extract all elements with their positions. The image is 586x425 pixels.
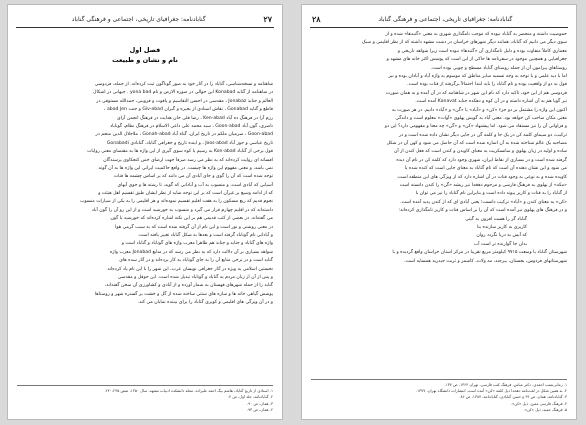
text-line: واژه های گناباد و جنابد و جنابذ هم ظاهراً معرب واژه های گوناباد و گناباد است و [121, 241, 273, 247]
right-page [301, 4, 577, 420]
left-footnotes [17, 385, 273, 413]
text-line: «کن» به معنای کندن و «آباد» ترکیب دانست؛ یعنی آبادی ای که از کندن پدید آمده است. [400, 199, 567, 205]
text-line: ناصری، گون آباد Goon-abad ، سید محمد علی داعی الاسلام در فرهنگ نظام، گوناباد [110, 123, 273, 129]
right-running-head: گنابادنامه: جغرافیای تاریخی، اجتماعی و فرهنگی گناباد [378, 15, 513, 23]
left-page-body [17, 31, 273, 415]
text-line: در شاهنامه از گنابد Konabad این حوالی در صوره الارض و نام yona bad . جیهانی در اشکال [93, 90, 273, 96]
footnote-line: ۲. به همین شکل در لغت‌نامه دهخدا ذیل کلمه «کن» آمده است. انتشارات دانشگاه تهران، ۱۳۷۷. [415, 388, 567, 394]
text-line: اکنون این واژه را مشتمل بر دو جزء «کن» و «آباد» یا «گن» و «آباد» دانیم. در هر صورت به [392, 107, 567, 113]
text-line: حموصیت داشته و منحصر به گناباد نبوده که موجب نامگذاری شهری به معنی «گنبدها» شده و از [385, 32, 567, 37]
footnote-line: ۵. فرهنگ عمید، ذیل «کن». [523, 406, 567, 412]
text-line: و پس از آن از زبان مردم به گناباد و گوناباد تبدیل شده است. ابن حوقل و مقدسی [117, 274, 273, 280]
text-line: در معنی روشنی و نور است و این نام از آن گرفته شده است که به سبب گرمی هوا [115, 224, 273, 230]
text-line: می گفته‌اند. در بعضی از کتب قدیمی هم بر این نکته اشاره کرده‌اند که خورشید یا گون [110, 216, 273, 222]
text-line: روستاهای پیرامون آن از جمله روستای گناباد مسطح و چوبی بوده است. [430, 65, 567, 71]
right-page-header [310, 11, 568, 28]
footnote-line: ۲. گنابادنامه، جلد اول، ص ۴. [227, 394, 273, 400]
text-line: و آبادانی نام گوناباد گرفته است و بعدها به شکل گناباد تغییر یافته است. [137, 233, 273, 239]
text-line: گنابد است و در برخی منابع آن را به جای گوناباد به کار برده‌اند و در آثار سده های [119, 258, 273, 264]
chapter-title: فصل اول [129, 46, 161, 54]
text-line: فردوسی هم از این خود، تاکید دارد که نام این شهر در شاهنامه که در آن آمده و به همان صورت [385, 90, 567, 96]
chapter-subtitle: نام و نشان و طبیعت [112, 56, 178, 64]
left-text-block [17, 81, 273, 308]
poem-line: بدان جا گوارنده تر است آب [473, 241, 527, 247]
text-line: شاهنامه و نسخه‌شناسی، گناباد را در آثار خود به صور گوناگون ثبت کرده‌اند. از جمله، فردوسی [94, 82, 273, 87]
text-line: تاریخ عباسی و جوز آباد Joos-abad ، و اینده تاریخ و جغرافی گناباد، گنابادی Gonabadi [106, 140, 273, 146]
text-line: کاویده شده و به نوعی به وجود قنات در آن اشاره دارد که از ویژگی های این منطقه است. [396, 174, 567, 180]
text-line: آسیابی که آبادی است، و منسوب به آب و آبادانی که گوید، تا رشته ها و جوی آبهای [117, 182, 273, 188]
text-line: «مکه» از بهلوی به فرهنگ فارسی و مرحوم دهخدا نیز ریشه «گن» را کندن دانسته است [399, 183, 567, 189]
text-line: قول برخی از گناباد Kon-abad به رسیم یا کوه سوی گیری از این واژه ها به مقتضای معنی روایات [87, 149, 273, 155]
text-line: افسانه ای روایت کرده‌اند که به نظر می رسد صرفاً جهت ارضای حس کنجکاوی پرسندگان [103, 157, 273, 163]
footnote-line: ۴. همان، ص ۹۳. [246, 406, 273, 412]
footnote-line: ۱. اسنادی از تاریخ گناباد، هاشم بیگ احمد علیزاده، مجله دانشکده ادبیات مشهد، سال ۱۳۵۰، صص ۲۳۵-۲۴۰. [104, 388, 273, 394]
text-line: گرفته شده است و در بسیاری از نقاط ایران، شهری وجود دارد که کلمه کن در نام آن دیده [396, 157, 567, 163]
left-page-number: ۲۷ [263, 14, 272, 24]
footnote-line: ۴. فرهنگ فارسی معین، ذیل «کن». [510, 400, 567, 406]
right-page-body [311, 31, 567, 415]
text-line: العالم و جنابذ Jonabaz ، مقدسی در احسن التقاسیم و یاقوت و قزوینی، حمدالله مستوفی در [96, 98, 273, 104]
text-line: و در آن ویژگی های اقلیمی و کویری گناباد را برای بیننده نمایان می کند. [137, 300, 273, 306]
text-line: ترکیب، دو سیمای کلمه کن در یک جا و کلمه گن در جایی دیگر نشان داده شده است و در [398, 132, 567, 138]
text-line: ساده و اولیه در زبان پهلوی و سانسکریت به معنای کاویدن و کندن است که فعل کندن از آن [394, 149, 567, 155]
text-line: گنابد را از جمله شهرهای قهستان به شمار آورده و از آبادی و کشاورزی آن سخن گفته‌اند، [104, 283, 273, 289]
poem-block [311, 216, 567, 250]
text-line: نیز گویا هم به آن اشاره داشته و در آن کوه و دهکده جنابد Kanavat آمده است. [415, 99, 567, 105]
text-line: رزم آرا در فرهنگ ده آباد Ken-abad ، رضا قلی خان هدایت در فرهنگ انجمن آرای [117, 115, 273, 121]
text-line: نمی باشد، و معنی مفهوم این واژه ها چیست. در واقع حاکمیت ایرانی این واژه ها به آن گونه [98, 165, 273, 171]
text-line: قول به دو از واقعیت بوده و نام گناباد را باید ابتدا احتمالاً برگرفته از قنات بوده است. [407, 82, 567, 88]
text-line: قاطع و گنابد Gonabad ، نقاش اسنادی از بحیره و گیران Giv-abad و جنت abad Jen ، [104, 107, 273, 113]
text-line: معماری کاملاً متفاوت بوده و دلیل نامگذاری آن «گنبدها» نبوده است زیرا شواهد تاریخی و [397, 48, 567, 54]
text-line: شهرستان گناباد با وسعت ۹۷۱۵ کیلومتر مربع تقریبا در مرکز استان خراسان واقع گردیده و با [392, 250, 567, 256]
right-closing-text [311, 249, 567, 266]
text-line: مصاحبه یک عالم شناخته شده به آن اشاره شده است که آن حاصل می شود و کهن آن در شکل [386, 141, 567, 147]
footnote-line: ۱. زمانی‌نسب احمدی، دکتر عباس، فرهنگ کتب فارسی، تهران ۱۳۶۴، ص ۱۳۷. [444, 382, 567, 388]
poem-line: که آبش به دریا نگردد روان [476, 233, 527, 239]
left-page [7, 4, 283, 420]
text-line: می شود و این نشان دهنده آن است که نام گناباد به معنای جایی است که کنده شده یا [404, 166, 567, 172]
footnote-line: ۳. گنابادنامه، همان، ص ۴۴ و حسن گنابادی، گنابادنامه، ۱۳۸۷، ص ۸۶. [459, 394, 567, 400]
text-line: شواهد بسیاری بر آن دلالت دارد که به نظر می رسد که در منابع Jonabad معرب واژه [109, 249, 273, 255]
right-text-block [311, 31, 567, 216]
footnote-line: ۳. همان، ص ۹۰. [246, 400, 273, 406]
text-line: نخستین اسلامی به ویژه در آثار جغرافی نویسان عرب، این شهر را با این نام یاد کرده‌اند [107, 266, 273, 272]
text-line: جغرافیایی و همچنین موجود در سفرنامه ها حاکی از این است که پوشش اکثر خانه های مشهد و [386, 57, 567, 63]
text-line: نجوم قدیم که ربع مسکون را به هفت اقلیم تقسیم نموده‌اند و هر اقلیمی را به یکی از سیارات منسوب [80, 199, 273, 205]
text-line: Goon-abad ، سرمیان ملکم در تاریخ ایران، گناه آباد Gonah-abad ، ملاجلال الدین منجم در [95, 132, 273, 138]
left-running-head: گنابادنامه: جغرافیای تاریخی، اجتماعی و فرهنگی گناباد [71, 15, 206, 23]
text-line: داشته‌اند که در اقلیم چهارم قرار می گیرد و منسوب به خورشید است و از این رو آن را گون آباد [91, 207, 273, 213]
text-line: سوی دیگر می دانیم که گناباد، همانند دیگر شهرهای خراسان در دشت مشهد داشته که از نظر اقلیمی و سبک [361, 40, 567, 46]
text-line: توجه شده است که آن را گوی و جای آبادی آن می دانند که بر اساس چشمه ها قنات [113, 174, 273, 180]
text-line: که از ادامه وسیع بر غیرآن است که بر این توجه شاید از نظر ایشان طبق تقسیم اهل هیئت و [98, 191, 273, 197]
right-page-number: ۲۸ [312, 14, 321, 24]
right-footnotes [311, 379, 567, 413]
text-line: اما با دید علمی و با توجه به وجه تسمیه سایر مناطق که موسوم به واژه آباد و آبادان بوده و نیز [388, 73, 567, 79]
text-line: پوشش گیاهی خانه ها و سازه های سنتی ساخته شده از گل و خشت بر گستره شهر و روستاها [94, 291, 273, 297]
text-line: و در فرهنگ های پهلوی نیز آمده است که آن را بر اساس قنات و کاریز نامگذاری کرده‌اند: [398, 208, 567, 214]
text-line: و فراوانی آن را نیز مستفاد می شود. اما پیشنهاد «کن» و «گن» چه معنا و مفهومی دارد؟ این دو [384, 124, 567, 130]
poem-line: گناباد گر را هست افزون به گیتی [465, 216, 527, 222]
poem-line: کاریزی به کاریز سازنده بنا [476, 224, 527, 230]
text-line: شهرستانهای فردوس، بجستان، بیرجند، مه ولات، کاشمر و تربت حیدریه همسایه است. [403, 258, 567, 264]
text-line: معنی مکان صاحب کن خواهد بود. معنی آباد به گویش پهلوی «آوات» معلوم است و داندگی [395, 115, 567, 121]
text-line: از گناباد را به قنات و کاریز پیوند داده است و بنابراین نام گناباد را نیز می توان با [415, 191, 567, 197]
left-page-header [16, 11, 274, 28]
